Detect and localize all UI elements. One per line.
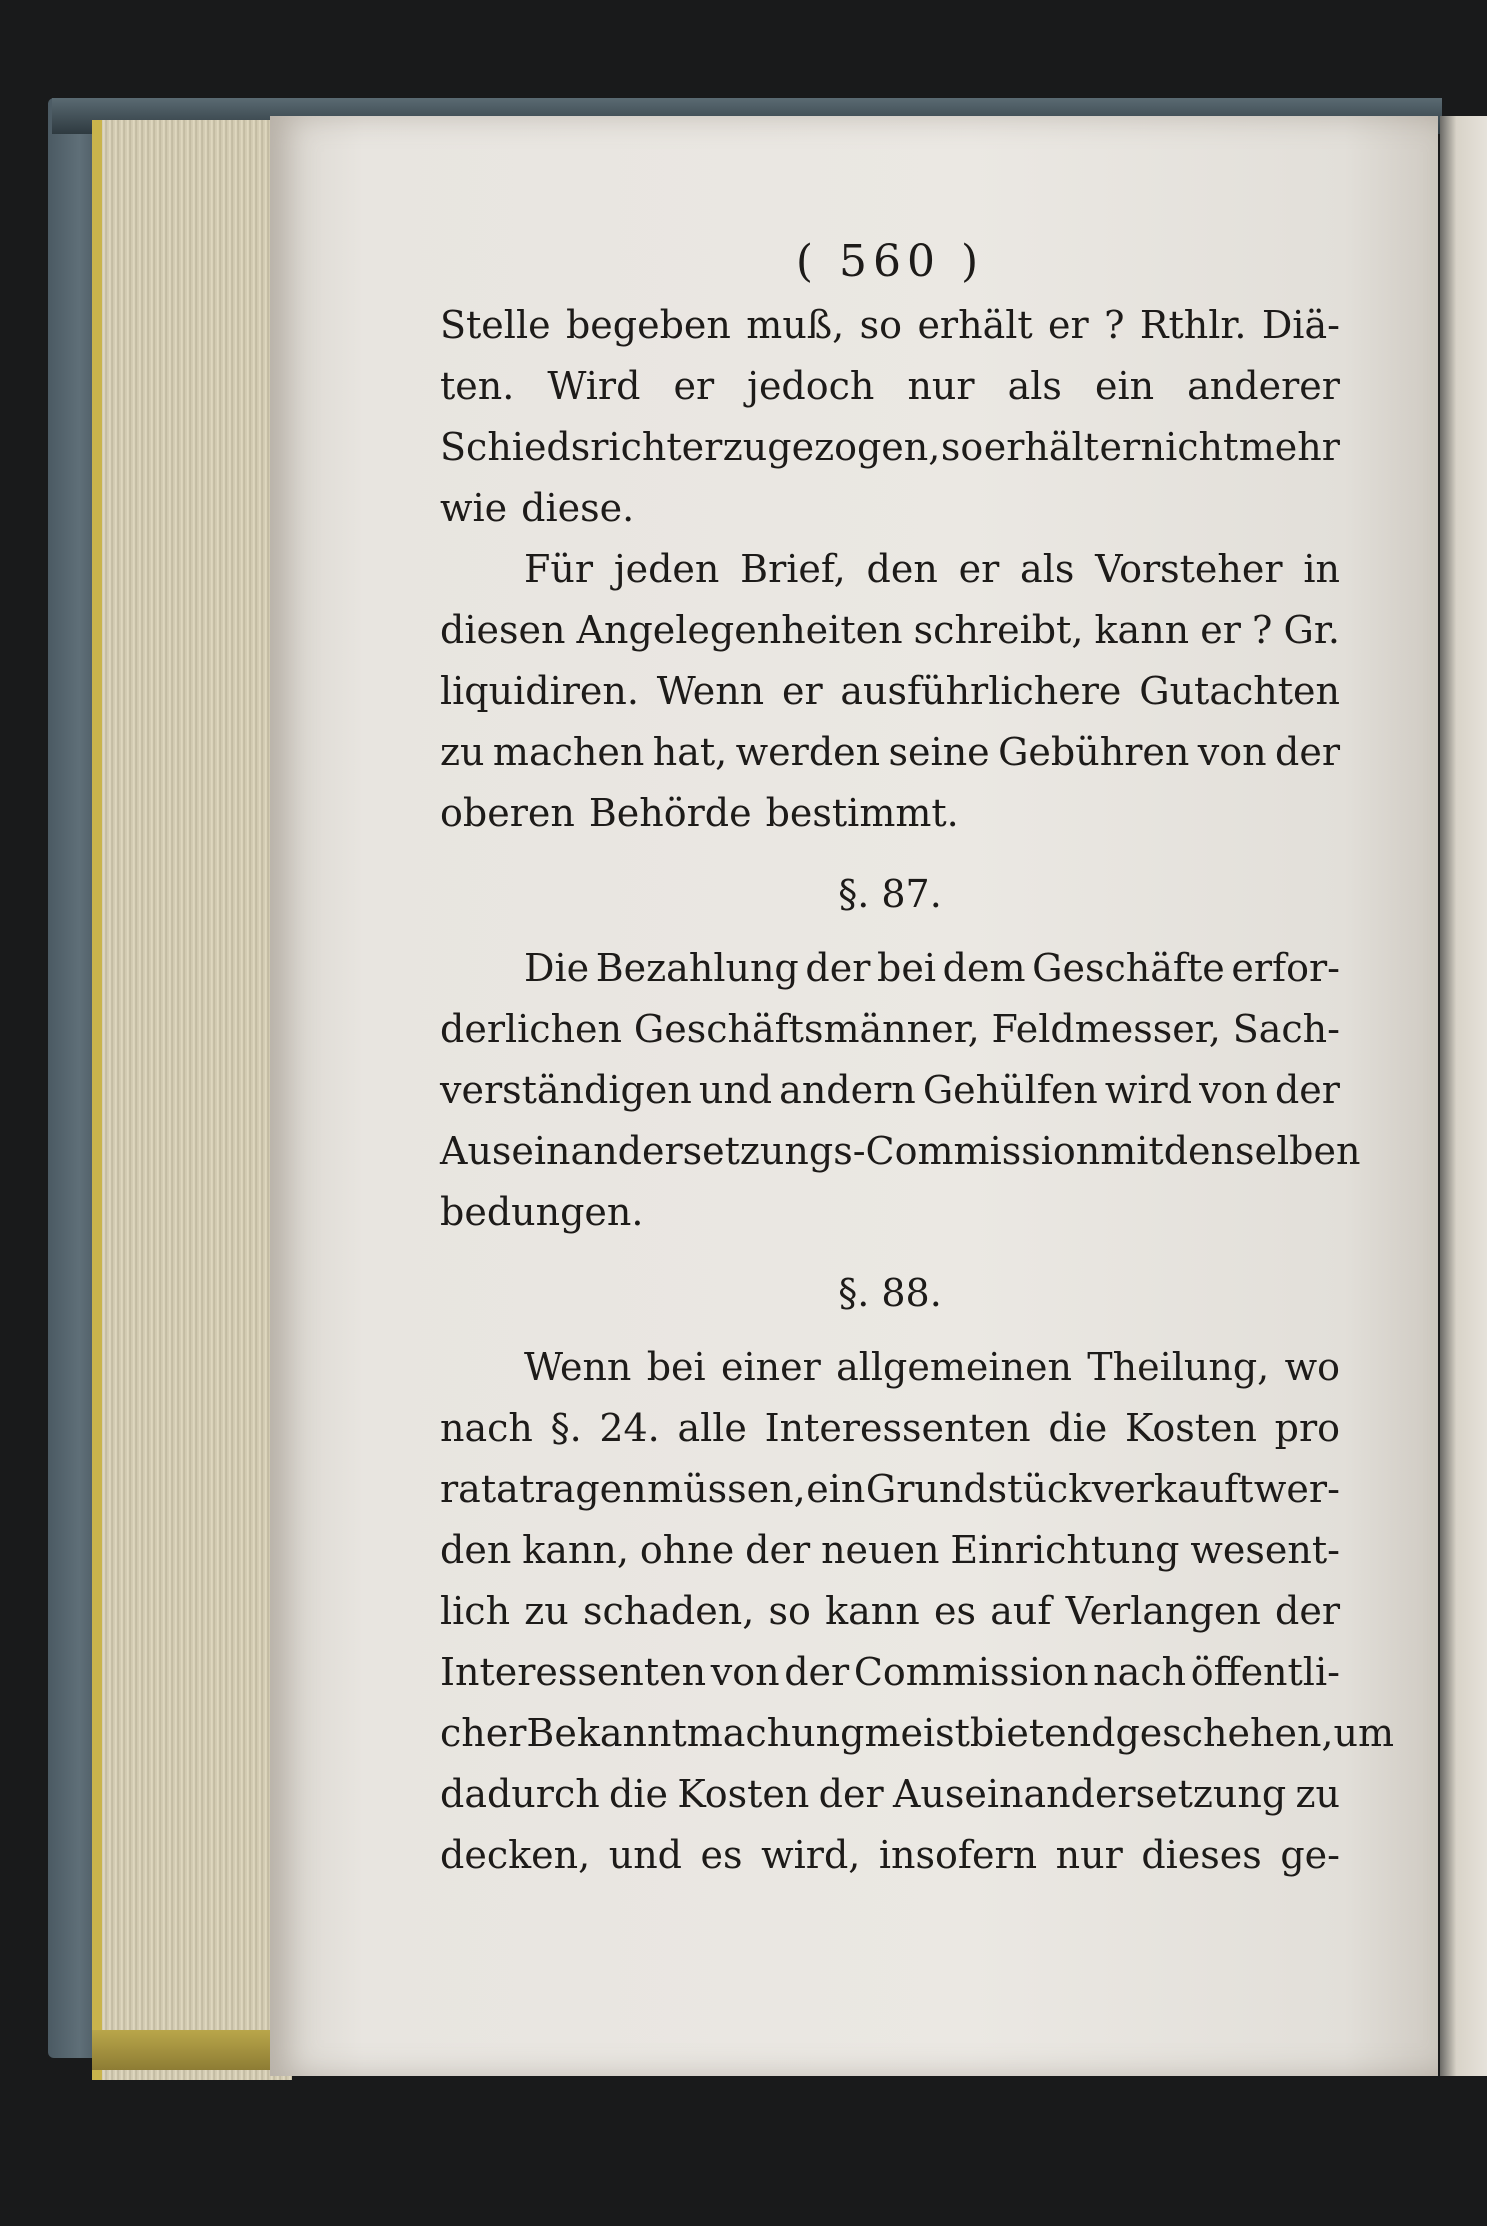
word: dieses [1141,1833,1262,1877]
word: mehr [1238,425,1340,469]
word: ten. [440,364,515,408]
word: ein [806,1467,866,1511]
text-line [440,600,1340,661]
word: Rthlr. [1139,303,1247,347]
word: kann [1094,608,1190,652]
word: erfor- [1231,946,1340,990]
word: decken, [440,1833,591,1877]
word: Kosten [677,1772,810,1816]
word: Wird [547,364,641,408]
word: er [673,364,715,408]
word: Die [524,946,590,990]
word: er [781,669,823,713]
word: Geschäfte [1032,946,1225,990]
word: Feldmesser, [991,1007,1221,1051]
word: er [1099,425,1141,469]
word: pro [1274,1406,1340,1450]
word: bedungen. [440,1190,644,1234]
word: der [745,1528,811,1572]
word: denselben [1163,1129,1361,1173]
text-line [440,1398,1340,1459]
word: Auseinandersetzungs [440,1129,853,1173]
text-line [440,1581,1340,1642]
word: und [698,1068,773,1112]
word: die [1048,1406,1108,1450]
word: insofern [878,1833,1038,1877]
word: verständigen [440,1068,692,1112]
word: wird [1104,1068,1193,1112]
word: so [768,1589,811,1633]
word: §. [550,1406,582,1450]
word: Bekanntmachung [526,1711,865,1755]
word: seine [888,730,990,774]
word: Gutachten [1139,669,1340,713]
paragraph-87 [440,938,1361,1243]
page-edges [92,120,292,2080]
word: der [805,946,871,990]
text-line [440,661,1340,722]
text-line [440,539,1340,600]
word: schaden, [583,1589,755,1633]
word: wer- [1253,1467,1340,1511]
word: geschehen, [1115,1711,1334,1755]
word: wesent- [1190,1528,1340,1572]
word: es [933,1589,976,1633]
word: Für [524,547,594,591]
word: alle [677,1406,747,1450]
word: erhält [917,303,1033,347]
word: Gehülfen [922,1068,1098,1112]
word: Gebühren [998,730,1190,774]
facing-page-edge [1440,116,1487,2076]
word: der [784,1650,850,1694]
word: Geschäftsmänner, [633,1007,980,1051]
text-line [440,999,1340,1060]
word: Theilung, [1087,1345,1270,1389]
text-line [440,478,1340,539]
word: mit [1100,1129,1164,1173]
word: er [958,547,1000,591]
text-line [440,938,1340,999]
word: Kosten [1124,1406,1257,1450]
word: diesen [440,608,566,652]
word: zugezogen, [722,425,941,469]
word: Grundstück [865,1467,1092,1511]
word: schreibt, [913,608,1084,652]
word: dadurch [440,1772,600,1816]
word: Brief, [740,547,846,591]
word: erhält [983,425,1099,469]
word: Gr. [1283,608,1340,652]
word: Interessenten [764,1406,1031,1450]
text-line [440,1703,1395,1764]
word: hat, [652,730,728,774]
word: müssen, [647,1467,806,1511]
word: ge- [1280,1833,1340,1877]
text-line [440,1642,1340,1703]
text-line [440,1060,1340,1121]
word: Interessenten [440,1650,707,1694]
text-line [440,295,1340,356]
word: kann [825,1589,920,1633]
word: in [1303,547,1340,591]
word: der [818,1772,884,1816]
word: Einrichtung [950,1528,1180,1572]
word: bei [877,946,936,990]
text-line [440,783,1340,844]
text-line [440,356,1340,417]
word: 24. [599,1406,660,1450]
word: er [1200,608,1241,652]
page-number-header: ( 560 ) [795,236,985,287]
word: zu [524,1589,569,1633]
word: Angelegenheiten [576,608,903,652]
word: zu [440,730,485,774]
text-line [440,1520,1340,1581]
word: machen [492,730,645,774]
text-line [440,1337,1340,1398]
word: nicht [1140,425,1239,469]
text-line [440,1121,1361,1182]
word: auf [990,1589,1052,1633]
page-text [440,236,1395,1886]
word: andern [779,1068,916,1112]
word: - [852,1129,866,1173]
word: der [1274,1068,1340,1112]
word: begeben [565,303,731,347]
word: nach [440,1406,533,1450]
word: nach [1093,1650,1187,1694]
section-heading-88: §. 88. [838,1271,942,1315]
word: er [1048,303,1089,347]
word: rata [440,1467,519,1511]
word: als [1007,364,1062,408]
word: nur [1055,1833,1123,1877]
paragraph-brief [440,539,1340,844]
paragraph-88 [440,1337,1395,1886]
text-line [440,1459,1340,1520]
word: ein [1094,364,1155,408]
word: Vorsteher [1095,547,1283,591]
word: jedoch [747,364,875,408]
word: jeden [613,547,720,591]
word: werden [735,730,881,774]
word: Behörde [588,791,752,835]
word: verkauft [1091,1467,1254,1511]
word: neuen [821,1528,940,1572]
word: dem [942,946,1026,990]
word: anderer [1187,364,1340,408]
word: kann, [522,1528,629,1572]
text-line [440,1764,1340,1825]
word: ? [1104,303,1125,347]
word: Auseinandersetzung [892,1772,1287,1816]
word: Commission [865,1129,1101,1173]
word: als [1020,547,1075,591]
word: einer [721,1345,821,1389]
word: ? [1252,608,1273,652]
paragraph-continued [440,295,1340,539]
word: öffentli- [1190,1650,1340,1694]
word: Sach- [1232,1007,1340,1051]
word: bei [646,1345,706,1389]
word: den [440,1528,512,1572]
text-line [440,722,1340,783]
section-heading-87: §. 87. [838,872,942,916]
word: es [700,1833,743,1877]
word: wo [1284,1345,1340,1389]
text-line [440,417,1340,478]
text-line [440,1825,1340,1886]
word: den [866,547,938,591]
word: um [1333,1711,1395,1755]
word: von [710,1650,780,1694]
word: Verlangen [1065,1589,1261,1633]
word: Schiedsrichter [440,425,723,469]
word: so [940,425,984,469]
word: der [1275,730,1340,774]
word: Commission [853,1650,1089,1694]
word: muß, [746,303,845,347]
word: cher [440,1711,527,1755]
word: lich [440,1589,511,1633]
word: diese. [521,486,635,530]
word: die [609,1772,668,1816]
word: Diä- [1261,303,1340,347]
word: und [608,1833,682,1877]
word: von [1199,1068,1268,1112]
word: Wenn [656,669,765,713]
word: ausführlichere [840,669,1122,713]
word: so [859,303,903,347]
word: meistbietend [864,1711,1116,1755]
text-line [440,1182,1340,1243]
word: Stelle [440,303,551,347]
word: derlichen [440,1007,623,1051]
word: oberen [440,791,575,835]
word: zu [1295,1772,1340,1816]
word: wie [440,486,508,530]
word: allgemeinen [836,1345,1072,1389]
word: Wenn [524,1345,632,1389]
word: der [1275,1589,1340,1633]
word: ohne [639,1528,735,1572]
word: wird, [761,1833,861,1877]
word: bestimmt. [765,791,959,835]
word: nur [907,364,975,408]
word: Bezahlung [595,946,799,990]
word: von [1197,730,1267,774]
word: tragen [519,1467,647,1511]
word: liquidiren. [440,669,639,713]
